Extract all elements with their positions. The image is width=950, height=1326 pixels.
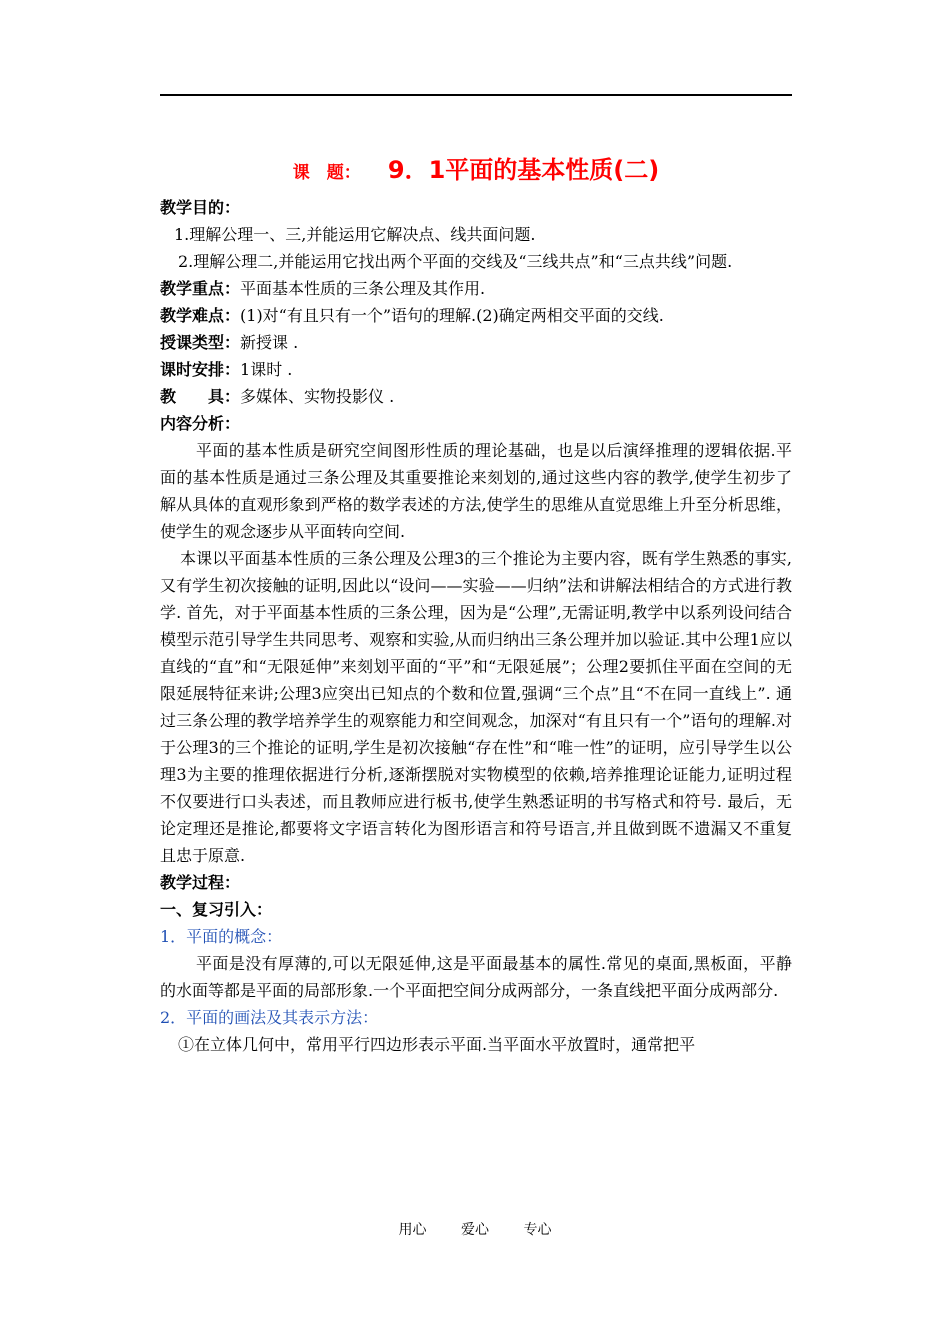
analysis-paragraph-2: 本课以平面基本性质的三条公理及公理3的三个推论为主要内容，既有学生熟悉的事实,又有学生初次接触的证明,因此以“设问——实验——归纳”法和讲解法相结合的方式进行教学. 首先，对于平面基本性质的三条公理，因为是“公理”,无需证明,教学中以系列设问结合模型示范引导学生共同思考、观察和实验,从而归纳出三条公理并加以验证.其中公理1应以直线的“直”和“无限延伸”来刻划平面的“平”和“无限延展”；公理2要抓住平面在空间的无限延展特征来讲;公理3应突出已知点的个数和位置,强调“三个点”且“不在同一直线上”. 通过三条公理的教学培养学生的观察能力和空间观念，加深对“有且只有一个”语句的理解.对于公理3的三个推论的证明,学生是初次接触“存在性”和“唯一性”的证明，应引导学生以公理3为主要的推理依据进行分析,逐渐摆脱对实物模型的依赖,培养推理论证能力,证明过程不仅要进行口头表述，而且教师应进行板书,使学生熟悉证明的书写格式和符号. 最后，无论定理还是推论,都要将文字语言转化为图形语言和符号语言,并且做到既不遗漏又不重复且忠于原意. [160,549,792,865]
objectives-heading: 教学目的： [160,198,241,217]
item-plane-concept-text: 平面是没有厚薄的,可以无限延伸,这是平面最基本的属性.常见的桌面,黑板面，平静的水面等都是平面的局部形象.一个平面把空间分成两部分，一条直线把平面分成两部分. [160,954,792,1000]
hours [160,356,792,383]
footer-text-2: 爱心 [461,1222,489,1238]
analysis-paragraph-1: 平面的基本性质是研究空间图形性质的理论基础，也是以后演绎推理的逻辑依据.平面的基本性质是通过三条公理及其重要推论来刻划的,通过这些内容的教学,使学生初步了解从具体的直观形象到严格的数学表述的方法,使学生的思维从直觉思维上升至分析思维，使学生的观念逐步从平面转向空间. [160,441,792,541]
tools-text: 多媒体、实物投影仪 . [240,387,395,406]
tools-label: 教 具： [160,387,241,406]
key-points-label: 教学重点： [160,279,241,298]
key-points-text: 平面基本性质的三条公理及其作用. [240,279,486,298]
difficulties-text: (1)对“有且只有一个”语句的理解.(2)确定两相交平面的交线. [240,306,664,325]
hours-text: 1课时 . [240,360,293,379]
item-plane-drawing-title: 2．平面的画法及其表示方法： [160,1008,379,1027]
lesson-title [160,150,792,185]
difficulties [160,302,792,329]
hours-label: 课时安排： [160,360,241,379]
analysis-heading: 内容分析： [160,414,241,433]
lesson-type-text: 新授课 . [240,333,299,352]
lesson-type [160,329,792,356]
title-text: 9．1平面的基本性质(二) [387,156,660,184]
process-heading: 教学过程： [160,873,241,892]
title-label: 课 题： [292,163,361,183]
header-rule [160,94,792,96]
item-plane-concept-title: 1．平面的概念： [160,927,283,946]
section-review: 一、复习引入： [160,900,273,919]
footer-text-1: 用心 [398,1222,427,1238]
footer-text-3: 专心 [523,1222,552,1238]
item-plane-drawing-text: ①在立体几何中，常用平行四边形表示平面.当平面水平放置时，通常把平 [178,1035,696,1054]
objective-1: 1.理解公理一、三,并能运用它解决点、线共面问题. [174,225,536,244]
difficulties-label: 教学难点： [160,306,241,325]
lesson-type-label: 授课类型： [160,333,241,352]
objective-2: 2.理解公理二,并能运用它找出两个平面的交线及“三线共点”和“三点共线”问题. [178,252,733,271]
key-points [160,275,792,302]
tools [160,383,792,410]
document-body [160,194,792,1058]
page-footer [0,1219,950,1239]
